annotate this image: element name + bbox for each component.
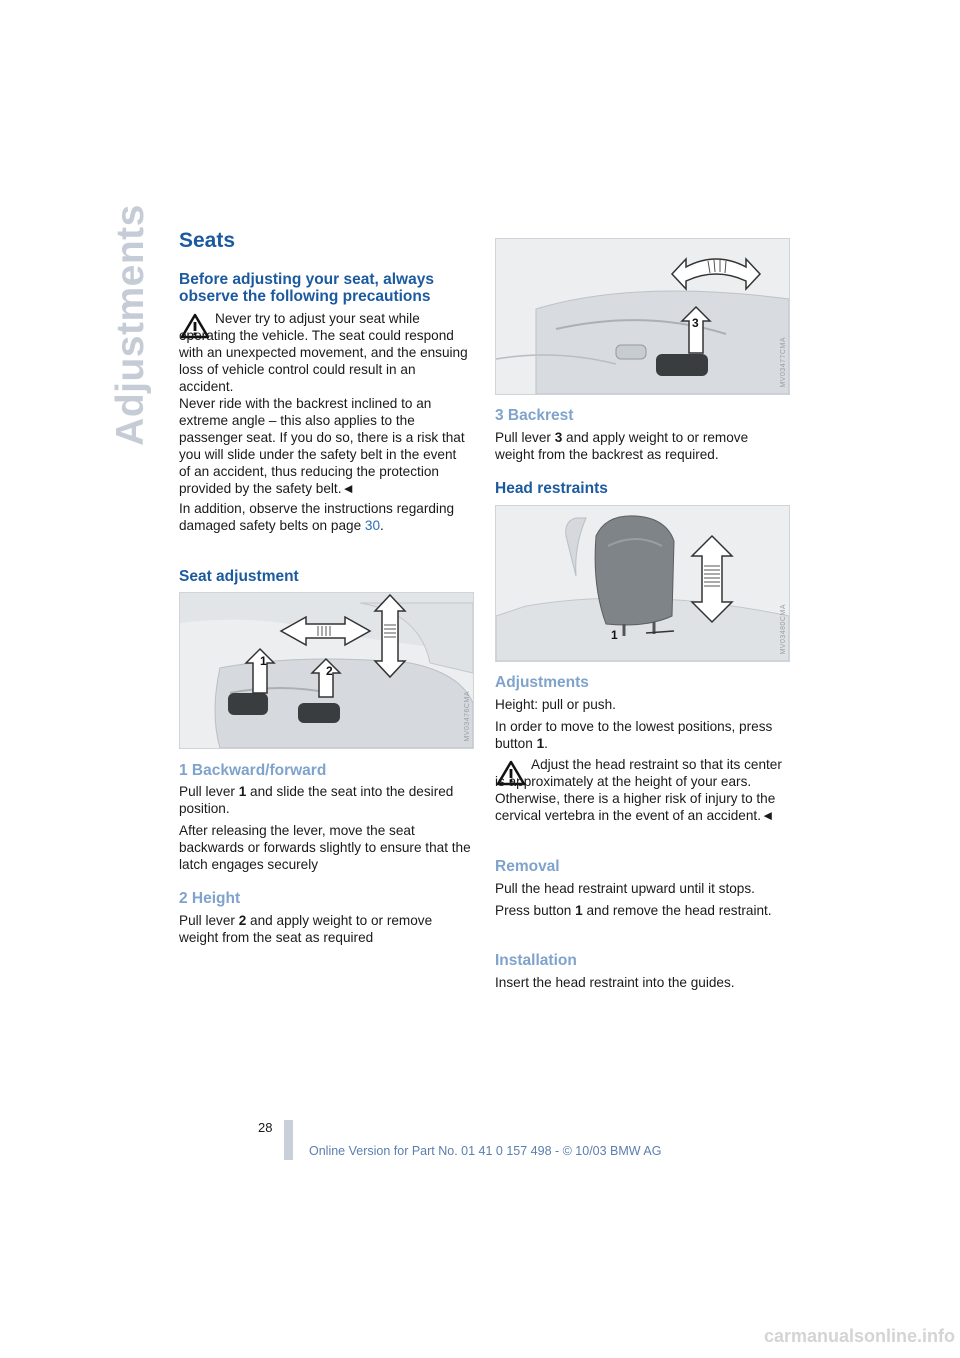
precautions-heading: Before adjusting your seat, always observe the following precautions — [179, 271, 434, 305]
figure-code: MV03480CMA — [780, 604, 787, 655]
height-heading: 2 Height — [179, 890, 241, 907]
end-mark: ◄ — [760, 808, 775, 823]
section-side-tab — [106, 204, 156, 446]
seat-illustration — [180, 593, 473, 748]
removal-text-2: Press button 1 and remove the head restraint. — [495, 903, 772, 918]
backrest-figure — [495, 238, 790, 395]
label-1: 1 — [611, 628, 618, 642]
page-number: 28 — [258, 1120, 273, 1135]
head-restraint-figure — [495, 505, 790, 662]
page-title: Seats — [179, 229, 236, 252]
side-tab-label: Adjustments — [109, 204, 153, 446]
adjustments-heading: Adjustments — [495, 674, 589, 691]
removal-heading: Removal — [495, 858, 560, 875]
release-lever-text: After releasing the lever, move the seat backwards or forwards slightly to ensure that the latch engages securely — [179, 823, 471, 872]
seat-adjustment-figure — [179, 592, 474, 749]
footer-bar — [284, 1120, 293, 1160]
figure-code: MV03477CMA — [780, 337, 787, 388]
head-restraint-illustration — [496, 506, 789, 661]
belts-reference: In addition, observe the instructions regarding damaged safety belts on page 30. — [179, 501, 455, 533]
installation-text: Insert the head restraint into the guides. — [495, 975, 735, 990]
warning-backrest-angle: Never ride with the backrest inclined to an extreme angle – this also applies to the passenger seat. If you do so, there is a risk that you will slide under the safety belt in the event of an accident, thus reducing the protection provided by the safety belt.◄ — [179, 396, 465, 496]
installation-heading: Installation — [495, 952, 577, 969]
backrest-illustration — [496, 239, 789, 394]
height-text: Pull lever 2 and apply weight to or remove weight from the seat as required — [179, 913, 433, 945]
head-restraints-heading: Head restraints — [495, 480, 608, 497]
removal-text-1: Pull the head restraint upward until it stops. — [495, 881, 755, 896]
label-3: 3 — [692, 316, 699, 330]
label-1: 1 — [260, 654, 267, 668]
watermark: carmanualsonline.info — [764, 1326, 956, 1346]
end-mark: ◄ — [341, 481, 355, 496]
lowest-position-text: In order to move to the lowest positions, press button 1. — [495, 719, 773, 751]
page-link[interactable]: 30 — [364, 518, 381, 533]
backward-forward-heading: 1 Backward/forward — [179, 762, 327, 779]
backward-forward-text: Pull lever 1 and slide the seat into the desired position. — [179, 784, 454, 816]
label-2: 2 — [326, 664, 333, 678]
warning-head-restraint: Adjust the head restraint so that its center is approximately at the height of your ears. Otherwise, there is a higher risk of injury to the cervical vertebra in the event of an accident.◄ — [495, 757, 782, 823]
height-pull-push-text: Height: pull or push. — [495, 697, 616, 712]
seat-adjustment-heading: Seat adjustment — [179, 568, 299, 585]
figure-code: MV03476CMA — [464, 691, 471, 742]
footer-text: Online Version for Part No. 01 41 0 157 498 - © 10/03 BMW AG — [309, 1144, 662, 1158]
backrest-text: Pull lever 3 and apply weight to or remove weight from the backrest as required. — [495, 430, 749, 462]
warning-seat-operating: Never try to adjust your seat while operating the vehicle. The seat could respond with an unexpected movement, and the ensuing loss of vehicle control could result in an accident. — [179, 311, 468, 394]
backrest-heading: 3 Backrest — [495, 407, 574, 424]
